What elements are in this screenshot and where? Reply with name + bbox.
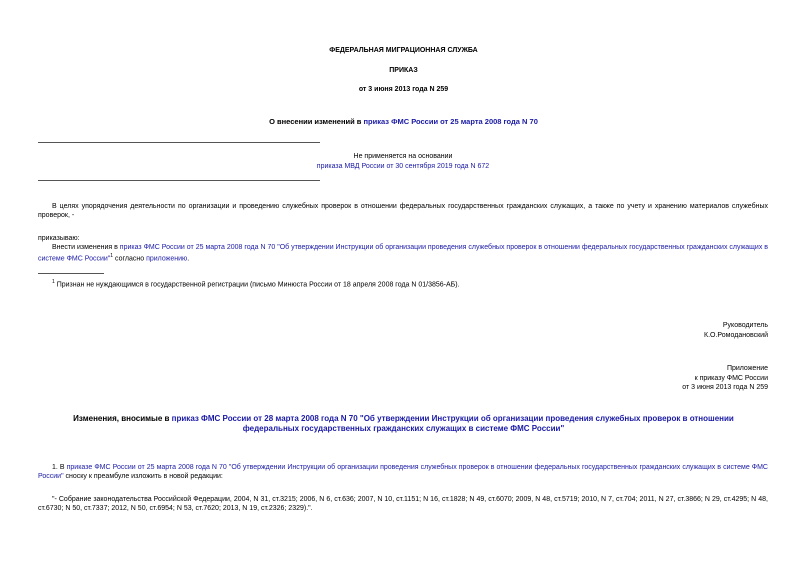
order-prefix: Внести изменения в	[52, 244, 120, 251]
footnote-text: Признан не нуждающимся в государственной регистрации (письмо Минюста России от 18 апреля 2008 года N 01/3856-АБ).	[54, 281, 460, 289]
item-1-quote-mark: "-	[52, 496, 57, 503]
order-link-appendix[interactable]: приложению	[146, 255, 188, 263]
item-1-quote-text: Собрание законодательства Российской Федерации, 2004, N 31, ст.3215; 2006, N 6, ст.636; 2007, N 10, ст.1151; N 16, ст.1828; N 49, ст.6070; 2009, N 48, ст.5719; 2010, N 7, ст.704; 2011, N 27, ст.3866; N 29, ст.4295; N 48, ст.6730; N 50, ст.7337; 2012, N 50, ст.6954; N 53, ст.7620; 2013, N 19, ст.2326; 2329).".	[38, 496, 768, 512]
footnote-divider	[38, 273, 104, 274]
subject-prefix: О внесении изменений в	[269, 117, 364, 126]
document-subject	[0, 117, 807, 126]
notice-divider-top	[38, 142, 320, 143]
notice-link[interactable]: приказа МВД России от 30 сентября 2019 года N 672	[316, 163, 490, 170]
signature-name: К.О.Ромодановский	[704, 332, 768, 339]
order-link-instruction[interactable]: приказ ФМС России от 25 марта 2008 года N 70 "Об утверждении Инструкции об организации проведения служебных проверок в отношении федеральных государственных гражданских служащих в системе ФМС России"	[38, 244, 768, 263]
footnote-mark: 1	[52, 279, 55, 285]
agency-name: ФЕДЕРАЛЬНАЯ МИГРАЦИОННАЯ СЛУЖБА	[329, 47, 478, 54]
item-1-quote	[38, 496, 768, 514]
appendix-label: Приложение	[726, 365, 768, 372]
order-footnote-mark: 1	[110, 252, 114, 259]
order-middle: согласно	[113, 255, 147, 263]
item-1	[38, 464, 768, 482]
preamble-text: В целях упорядочения деятельности по организации и проведению служебных проверок в отношении федеральных государственных гражданских служащих, а также по учету и хранению материалов служебных проверок, -	[38, 203, 768, 219]
document-date: от 3 июня 2013 года N 259	[358, 86, 449, 93]
footnote	[52, 279, 768, 290]
document-type: ПРИКАЗ	[389, 67, 418, 74]
notice-divider-bottom	[38, 180, 320, 181]
order-word: приказываю:	[38, 235, 80, 242]
subject-link[interactable]: приказ ФМС России от 25 марта 2008 года N 70	[363, 117, 538, 126]
changes-title-link[interactable]: приказ ФМС России от 28 марта 2008 года N 70 "Об утверждении Инструкции об организации проведения служебных проверок в отношении федеральных государственных гражданских служащих в системе ФМС России"	[171, 414, 734, 434]
signature-title: Руководитель	[722, 322, 768, 329]
item-1-link[interactable]: приказе ФМС России от 25 марта 2008 года N 70 "Об утверждении Инструкции об организации проведения служебных проверок в отношении федеральных государственных гражданских служащих в системе ФМС России"	[38, 464, 768, 480]
item-1-suffix: сноску к преамбуле изложить в новой редакции:	[63, 472, 223, 480]
order-text	[38, 244, 768, 264]
changes-title-prefix: Изменения, вносимые в	[73, 414, 172, 423]
appendix-date: от 3 июня 2013 года N 259	[682, 384, 768, 391]
notice-line1: Не применяется на основании	[353, 153, 453, 160]
changes-title	[60, 414, 747, 435]
item-1-prefix: 1. В	[52, 464, 67, 471]
order-suffix: .	[187, 255, 190, 263]
appendix-ref: к приказу ФМС России	[694, 375, 768, 382]
